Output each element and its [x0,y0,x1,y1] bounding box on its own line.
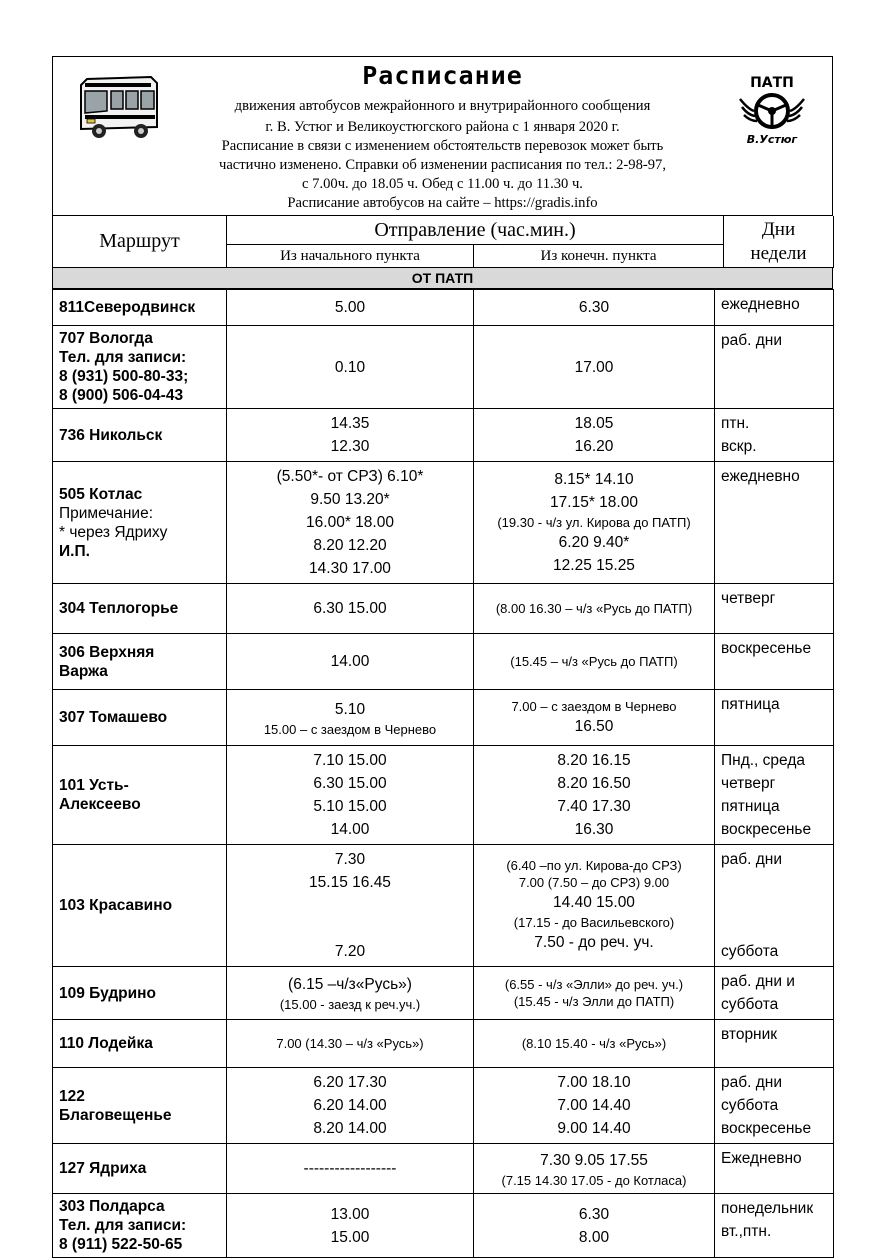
end-time-cell [474,326,715,409]
route-cell [53,462,227,584]
route-cell-line: 307 Томашево [59,709,168,726]
days-cell-line: вт.,птн. [721,1223,772,1240]
days-cell-line: суббота [721,1097,779,1114]
days-cell-line: суббота [721,996,779,1013]
route-cell-line: 8 (911) 522-50-65 [59,1236,183,1253]
end-time-cell-line: 8.20 16.15 [557,752,631,769]
schedule-row [53,326,834,409]
route-cell-line: * через Ядриху [59,523,168,541]
days-cell-line: суббота [721,943,779,960]
days-cell-line [721,871,827,894]
start-time-cell [227,967,474,1020]
start-time-cell-line: 15.00 – с заездом в Чернево [263,721,437,737]
route-cell-line: Тел. для записи: [59,349,187,366]
end-time-cell-line: 17.15* 18.00 [550,494,638,511]
end-time-cell [474,584,715,634]
end-time-cell [474,1144,715,1194]
end-time-cell [474,1194,715,1258]
days-cell-line: воскресенье [721,821,812,838]
route-cell [53,326,227,409]
days-cell [715,584,834,634]
days-cell [715,634,834,690]
end-time-cell [474,690,715,746]
subtitle-line-4: частично изменено. Справки об изменении расписания по тел.: 2-98-97, [218,157,666,173]
subtitle-line-5: с 7.00ч. до 18.05 ч. Обед с 11.00 ч. до 11.30 ч. [302,176,583,192]
route-cell [53,690,227,746]
schedule-row [53,584,834,634]
start-time-cell [227,1144,474,1194]
end-time-cell-line: 16.50 [574,717,614,735]
route-cell-line: 109 Будрино [59,984,157,1002]
start-time-cell-line: 7.00 (14.30 – ч/з «Русь») [276,1036,424,1051]
start-time-cell-line [233,917,467,940]
start-time-cell [227,1068,474,1144]
start-time-cell [227,326,474,409]
days-cell [715,967,834,1020]
route-cell-line: И.П. [59,542,90,560]
start-time-cell-line: 6.20 14.00 [313,1097,387,1114]
days-cell-line: четверг [721,590,776,607]
days-cell [715,326,834,409]
days-cell [715,1144,834,1194]
start-time-cell-line: 13.00 [330,1205,370,1223]
end-time-cell [474,290,715,326]
route-cell-line: Тел. для записи: [59,1217,187,1234]
start-time-cell-line: 16.00* 18.00 [306,514,394,531]
end-time-cell-line: 8.20 16.50 [557,775,631,792]
schedule-header [52,56,833,216]
days-cell-line [721,917,827,940]
route-cell-line: 110 Лодейка [59,1035,153,1052]
route-cell-line: 103 Красавино [59,897,173,914]
end-time-cell-line: 7.50 - до реч. уч. [534,934,654,951]
route-cell-line: 127 Ядриха [59,1160,147,1177]
start-time-cell [227,290,474,326]
route-cell-line: 122 [59,1087,85,1105]
start-time-cell [227,634,474,690]
days-cell-line: раб. дни [721,851,782,868]
end-time-cell [474,967,715,1020]
page-title: Расписание [362,61,523,90]
end-time-cell-line: (17.15 - до Васильевского) [513,915,675,930]
start-time-cell-line: 14.30 17.00 [309,560,391,577]
patp-logo [738,69,806,149]
end-time-cell-line: 16.20 [574,438,614,455]
days-cell [715,290,834,326]
days-cell [715,845,834,967]
end-time-cell-line: (8.10 15.40 - ч/з «Русь») [521,1036,667,1051]
start-time-cell-line: 14.00 [330,653,370,670]
end-time-cell [474,1068,715,1144]
route-cell [53,1068,227,1144]
end-time-cell-line: 8.00 [578,1228,610,1246]
end-time-cell-line: 18.05 [574,415,614,432]
start-time-cell-line: 7.10 15.00 [313,752,387,769]
days-cell [715,1194,834,1258]
schedule-row [53,462,834,584]
route-cell-line: Примечание: [59,504,154,522]
end-time-cell-line: 6.30 [578,299,610,316]
start-time-cell-line: 15.15 16.45 [309,874,391,891]
days-cell [715,746,834,845]
end-time-cell-line: 7.40 17.30 [557,798,631,815]
route-cell-line: 707 Вологда [59,330,153,347]
end-time-cell-line: (6.40 –по ул. Кирова-до СРЗ) [506,858,682,873]
days-cell [715,462,834,584]
start-time-cell-line: 7.20 [334,943,366,960]
schedule-table [52,289,834,1258]
route-cell-line: Благовещенье [59,1106,172,1124]
end-time-cell-line: 12.25 15.25 [553,557,635,574]
end-time-cell-line: (19.30 - ч/з ул. Кирова до ПАТП) [497,515,691,530]
end-time-cell-line: 7.00 14.40 [557,1097,631,1114]
start-time-cell [227,746,474,845]
end-time-cell-line: (6.55 - ч/з «Элли» до реч. уч.) [504,977,684,992]
days-cell-line: воскресенье [721,640,812,657]
days-cell-line: вторник [721,1026,778,1043]
route-cell-line: 8 (931) 500-80-33; [59,368,189,385]
start-time-cell-line: ------------------ [303,1160,397,1177]
end-time-cell-line: (8.00 16.30 – ч/з «Русь до ПАТП) [495,601,693,616]
days-cell-line: Ежедневно [721,1150,802,1167]
days-header-line-1: Дни [761,218,796,240]
start-time-cell [227,1194,474,1258]
start-time-cell-line: (6.15 –ч/з«Русь») [288,976,412,993]
days-header-line-2: недели [750,242,807,264]
route-cell [53,967,227,1020]
days-cell-line: вскр. [721,438,757,455]
route-cell [53,634,227,690]
start-time-cell-line: 9.50 13.20* [310,491,390,508]
start-time-cell [227,845,474,967]
end-time-cell-line: 16.30 [574,821,614,838]
schedule-row [53,409,834,462]
schedule-row [53,290,834,326]
end-time-cell-line: (7.15 14.30 17.05 - до Котласа) [501,1172,687,1188]
route-cell [53,1144,227,1194]
schedule-row [53,967,834,1020]
schedule-row [53,690,834,746]
days-header [724,216,834,268]
end-time-cell [474,409,715,462]
subtitle-line-3: Расписание в связи с изменением обстоятельств перевозок может быть [221,138,664,154]
route-cell-line: 736 Никольск [59,426,163,444]
end-time-cell [474,845,715,967]
route-cell [53,1020,227,1068]
start-time-cell-line: 5.00 [334,299,366,316]
end-time-cell-line: 8.15* 14.10 [554,471,634,488]
end-time-cell-line: (15.45 – ч/з «Русь до ПАТП) [510,654,678,669]
route-cell-line: 303 Полдарса [59,1198,165,1215]
section-heading: ОТ ПАТП [52,268,833,289]
route-cell-line: Алексеево [59,796,141,813]
start-time-cell-line: 5.10 15.00 [313,798,387,815]
start-time-cell-line: 5.10 [334,700,366,718]
from-end-header: Из конечн. пункта [474,245,724,268]
route-cell-line: Варжа [59,662,108,680]
days-cell [715,690,834,746]
route-cell-line: 101 Усть- [59,777,129,794]
days-cell-line: ежедневно [721,468,800,485]
days-cell-line: воскресенье [721,1120,812,1137]
start-time-cell-line: 0.10 [334,358,366,376]
start-time-cell [227,409,474,462]
days-cell-line: четверг [721,775,776,792]
start-time-cell-line: 8.20 12.20 [313,537,387,554]
end-time-cell-line: 14.40 15.00 [553,894,635,911]
start-time-cell [227,462,474,584]
route-cell-line: 304 Теплогорье [59,600,179,617]
schedule-row [53,746,834,845]
route-cell [53,290,227,326]
start-time-cell [227,584,474,634]
route-header: Маршрут [53,216,227,268]
schedule-row [53,1020,834,1068]
days-cell-line: ежедневно [721,296,800,313]
start-time-cell-line: 6.30 15.00 [313,775,387,792]
end-time-cell [474,634,715,690]
days-cell-line: пятница [721,696,780,713]
days-cell-line: раб. дни [721,332,782,349]
days-cell-line [721,894,827,917]
end-time-cell-line: 9.00 14.40 [557,1120,631,1137]
end-time-cell-line: 17.00 [574,358,614,376]
route-cell [53,409,227,462]
start-time-cell-line: 14.35 [330,415,370,432]
logo-top-text: ПАТП [750,75,794,91]
start-time-cell-line [233,894,467,917]
start-time-cell-line: (15.00 - заезд к реч.уч.) [279,997,421,1012]
column-headers [52,216,834,268]
schedule-sheet [52,56,833,1258]
days-cell-line: пятница [721,798,780,815]
route-cell-line: 8 (900) 506-04-43 [59,387,184,404]
end-time-cell-line: 7.00 (7.50 – до СРЗ) 9.00 [518,875,670,890]
days-cell-line: Пнд., среда [721,752,805,769]
end-time-cell-line: 6.20 9.40* [558,534,630,551]
start-time-cell-line: 14.00 [330,821,370,838]
days-cell [715,1020,834,1068]
days-cell-line: птн. [721,415,750,432]
route-cell [53,584,227,634]
end-time-cell [474,462,715,584]
subtitle-line-1: движения автобусов межрайонного и внутрирайонного сообщения [234,98,651,114]
route-cell [53,1194,227,1258]
end-time-cell-line: 7.00 – с заездом в Чернево [511,698,677,714]
start-time-cell [227,1020,474,1068]
departure-header: Отправление (час.мин.) [227,216,724,245]
schedule-row [53,634,834,690]
start-time-cell-line: (5.50*- от СРЗ) 6.10* [276,468,424,485]
days-cell [715,409,834,462]
end-time-cell-line: 7.00 18.10 [557,1074,631,1091]
website-line: Расписание автобусов на сайте – https://gradis.info [287,195,598,211]
from-start-header: Из начального пункта [227,245,474,268]
route-cell [53,746,227,845]
route-cell [53,845,227,967]
schedule-row [53,1194,834,1258]
start-time-cell-line: 6.20 17.30 [313,1074,387,1091]
route-cell-line: 306 Верхняя [59,643,155,661]
end-time-cell-line: 6.30 [578,1205,610,1223]
days-cell-line: понедельник [721,1200,814,1217]
start-time-cell-line: 7.30 [334,851,366,868]
end-time-cell-line: 7.30 9.05 17.55 [540,1151,648,1169]
route-cell-line: 505 Котлас [59,485,143,503]
route-cell-line: 811Северодвинск [59,299,196,316]
start-time-cell-line: 8.20 14.00 [313,1120,387,1137]
days-cell-line: раб. дни [721,1074,782,1091]
start-time-cell-line: 6.30 15.00 [313,600,387,617]
schedule-row [53,1068,834,1144]
subtitle-line-2: г. В. Устюг и Великоустюгского района с 1 января 2020 г. [265,119,620,135]
start-time-cell-line: 12.30 [330,438,370,455]
days-cell-line: раб. дни и [721,973,795,990]
logo-bottom-text: В.Устюг [746,133,798,146]
start-time-cell-line: 15.00 [330,1228,370,1246]
end-time-cell [474,746,715,845]
end-time-cell-line: (15.45 - ч/з Элли до ПАТП) [513,994,675,1009]
start-time-cell [227,690,474,746]
schedule-row [53,845,834,967]
schedule-row [53,1144,834,1194]
days-cell [715,1068,834,1144]
end-time-cell [474,1020,715,1068]
